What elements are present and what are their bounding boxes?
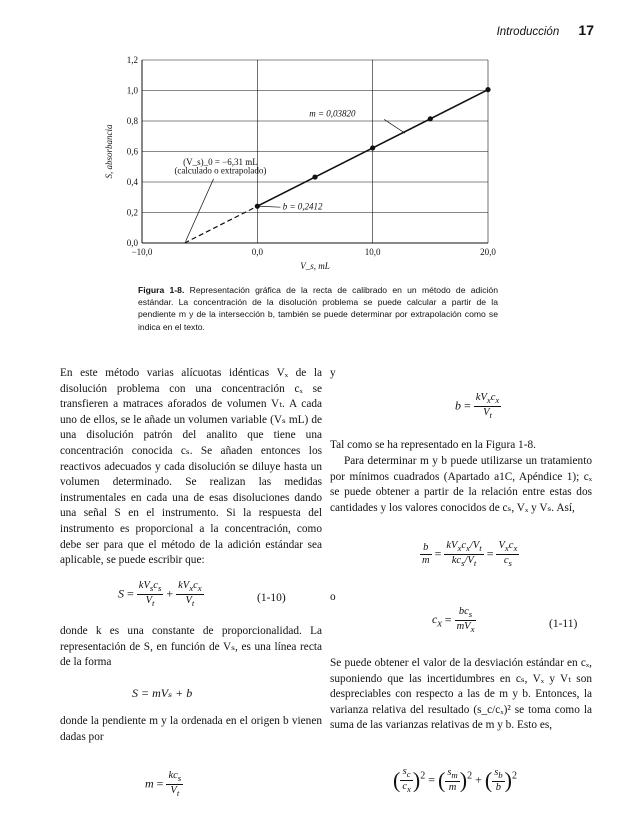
slope-label: m = 0,03820 [309,108,356,119]
left-paragraph-3: donde la pendiente m y la ordenada en el origen b vienen dadas por [60,715,322,743]
left-column [60,366,322,569]
intercept-pointer [260,206,281,207]
y-axis-label: S, absorbancia [104,124,114,179]
equation-variance: ( $\frac{s_c}{c_x}$ )$^2$ = ( $\frac{s_m}{m}$ )$^2$ + ( $\frac{s_b}{b}$ )$^2$ [393,766,517,795]
y-tick-label: 1,0 [126,85,138,96]
left-paragraph-1: En este método varias alícuotas idénticas Vₓ de la disolución problema con una concentración cₓ se transfieren a matraces aforados de volumen Vₜ. A cada uno de ellos, se le añade un volumen variable (Vₛ mL) de una disolución patrón del analito que tiene una concentración conocida cₛ. Se añaden entonces los reactivos adecuados y cada disolución se diluye hasta un volumen determinado. Se realizan las medidas instrumentales en cada una de esas disoluciones dando una señal S en el instrumento. Si la respuesta del instrumento es proporcional a la concentración, como debe ser para que el método de la adición estándar sea aplicable, se puede escribir que: [60,367,322,567]
extrapolated-label-1: (V_s)_0 = −6,31 mL [183,157,258,168]
right-word-y: y [330,367,336,379]
equation-ratio: $\frac{b}{m}$ = $\frac{kV_xc_x/V_t}{kc_s/V_t}$ = $\frac{V_xc_x}{c_s}$ [422,540,518,569]
data-point [255,204,260,209]
chart-ticks [104,55,496,271]
extrapolated-pointer [186,179,214,242]
y-tick-label: 1,2 [126,55,138,65]
left-paragraph-2: donde k es una constante de proporcionalidad. La representación de S, en función de Vₛ, es una línea recta de la forma [60,625,322,669]
equation-1-10: S = $\frac{kV_sc_s}{V_t}$ + $\frac{kV_xc_x}{V_t}$ [118,580,202,609]
data-point [370,145,375,150]
right-paragraph-1: Tal como se ha representado en la Figura 1-8. [330,439,536,451]
extrapolation-line [185,206,258,243]
y-tick-label: 0,2 [126,207,138,218]
equation-number-1-10: (1-10) [257,592,286,604]
equation-line: S = mVₛ + b [132,686,193,700]
equation-slope: m = $\frac{kc_s}{V_t}$ [145,770,182,799]
right-paragraph-3: Se puede obtener el valor de la desviación estándar en cₓ, suponiendo que las incertidumbres en cₛ, Vₓ y Vₜ son despreciables con respecto a las de m y b. Entonces, la varianza relativa del resultado (s_c/cₓ)² se toma como la suma de las varianzas relativas de m y b. Esto es, [330,657,592,732]
y-tick-label: 0,6 [126,146,138,157]
right-word-o: o [330,591,336,603]
x-tick-label: −10,0 [131,247,153,257]
equation-number-1-11: (1-11) [549,618,578,630]
y-tick-label: 0,0 [126,238,138,248]
x-tick-label: 10,0 [364,247,381,257]
running-header [497,22,594,38]
equation-1-11: $c_x$ = $\frac{bc_s}{mV_x}$ [432,606,475,635]
intercept-label: b = 0,2412 [282,201,323,212]
chart-annotations [174,108,405,241]
calibration-chart [60,45,520,275]
caption-label: Figura 1-8. [138,285,185,295]
caption-text: Representación gráfica de la recta de calibrado en un método de adición estándar. La concentración de la disolución problema se puede calcular a partir de la pendiente m y de la intersección b, también se puede determinar por extrapolación como se indica en el texto. [138,285,498,332]
slope-pointer [384,119,405,133]
data-point [312,174,317,179]
y-tick-label: 0,4 [126,177,138,187]
data-point [485,87,490,92]
extrapolated-label-2: (calculado o extrapolado) [174,165,267,176]
section-title: Introducción [496,26,560,38]
right-paragraph-2: Para determinar m y b puede utilizarse un tratamiento por mínimos cuadrados (Apartado a1C, Apéndice 1); cₓ se puede obtener a partir de la relación entre estas dos cantidades y los valores conocidos de cₛ, Vₓ y Vₛ. Así, [330,455,592,514]
chart-grid [142,60,488,243]
x-tick-label: 20,0 [480,247,496,257]
y-tick-label: 0,8 [126,116,138,126]
data-point [428,116,433,121]
figure-caption [138,284,498,333]
equation-intercept: b = $\frac{kV_xc_x}{V_t}$ [455,392,500,421]
x-axis-label: V_s, mL [300,261,330,271]
x-tick-label: 0,0 [251,247,263,257]
page-number: 17 [578,22,594,38]
